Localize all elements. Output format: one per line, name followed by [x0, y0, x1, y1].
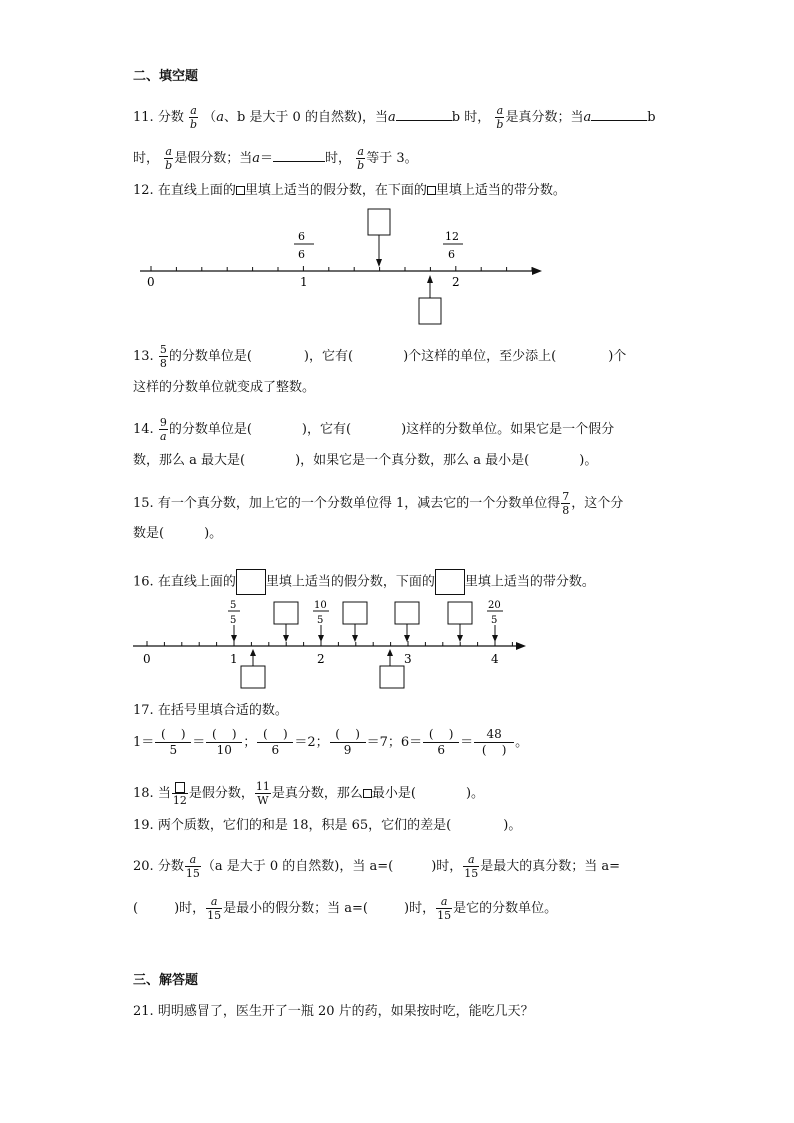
fraction-a-over-15: [436, 895, 452, 922]
denominator: 6: [271, 743, 280, 757]
fraction-a-over-b: [495, 104, 504, 131]
text: 的分数单位是(: [168, 349, 252, 364]
text: 时，: [325, 151, 352, 166]
arrow-head: [376, 259, 382, 267]
text: )时，: [431, 859, 463, 874]
question-number: 20.: [133, 859, 154, 874]
arrow-head: [427, 275, 433, 283]
text: 里填上适当的假分数，下面的: [265, 574, 435, 590]
denominator: 15: [207, 909, 222, 922]
text: 是假分数，: [188, 786, 254, 801]
text: 等于 3。: [366, 151, 418, 166]
text: b: [647, 110, 656, 125]
denominator: 15: [464, 867, 479, 880]
question-number: 15.: [133, 496, 154, 511]
question-16: [133, 569, 595, 595]
fraction-11-over-w: [255, 780, 271, 807]
fraction-numerator: 20: [488, 600, 501, 611]
fraction-blank-over-6: [257, 727, 293, 758]
answer-box-top[interactable]: [368, 209, 390, 235]
denominator: 15: [185, 867, 200, 880]
answer-box-top-1[interactable]: [274, 602, 298, 642]
answer-blank[interactable]: [273, 149, 325, 162]
fraction-7-8: [561, 490, 570, 517]
fraction-48-over-blank: [474, 727, 514, 758]
text: )时，: [404, 901, 436, 916]
question-number: 14.: [133, 422, 154, 437]
text: )。: [465, 786, 485, 801]
text: 在直线上面的: [157, 183, 236, 198]
text: 是真分数；当: [505, 110, 584, 125]
numerator-blank[interactable]: ( ): [423, 727, 459, 743]
text: 明明感冒了，医生开了一瓶 20 片的药，如果按时吃，能吃几天？: [157, 1004, 534, 1019]
numerator: a: [206, 895, 222, 909]
text: 是真分数，那么: [271, 786, 363, 801]
question-number: 18.: [133, 786, 154, 801]
text: ＝: [259, 151, 273, 166]
tick-label-2: 2: [452, 275, 460, 289]
fraction-denominator: 6: [298, 248, 305, 261]
fraction-denominator: 5: [230, 615, 237, 626]
text: ＝2；: [294, 735, 329, 750]
answer-blank[interactable]: [591, 108, 647, 121]
text: (: [133, 901, 139, 916]
denominator: b: [165, 159, 173, 172]
text: 时，: [133, 151, 160, 166]
box-icon: [175, 782, 185, 793]
denominator: 5: [169, 743, 178, 757]
denominator: 12: [172, 794, 187, 807]
numerator: 7: [562, 490, 570, 503]
denominator: b: [357, 159, 365, 172]
denominator: b: [496, 118, 504, 131]
question-19: [133, 818, 521, 834]
answer-box-bottom[interactable]: [419, 298, 441, 324]
text: 。: [515, 735, 529, 750]
text: ；: [243, 735, 257, 750]
text: 是假分数；当: [174, 151, 253, 166]
fraction-blank-over-9: [330, 727, 366, 758]
text: )，它有(: [301, 422, 352, 437]
tick-label-4: 4: [491, 652, 499, 666]
numerator-blank[interactable]: ( ): [330, 727, 366, 743]
number-line-q16: [128, 595, 538, 693]
numerator: 9: [159, 416, 167, 429]
numerator: a: [185, 853, 201, 867]
question-number: 21.: [133, 1004, 154, 1019]
text: 在括号里填合适的数。: [157, 703, 288, 718]
question-12: [133, 183, 566, 199]
answer-box-top-4[interactable]: [448, 602, 472, 642]
fraction-9-a: [159, 416, 168, 443]
box-icon: [435, 569, 465, 595]
answer-box-bottom-1[interactable]: [241, 649, 265, 688]
text: 里填上适当的带分数。: [435, 183, 566, 198]
answer-box-top-2[interactable]: [343, 602, 367, 642]
answer-box-bottom-2[interactable]: [380, 649, 404, 688]
question-17-equations: [133, 727, 528, 758]
text: 的分数单位是(: [168, 422, 252, 437]
text: ＝: [192, 735, 206, 750]
numerator: 48: [474, 727, 514, 743]
text: 是最大的真分数；当 a=: [480, 859, 621, 874]
text: （: [203, 110, 217, 125]
fraction-a-over-15: [463, 853, 479, 880]
variable: a: [252, 151, 260, 166]
text: )。: [579, 453, 598, 468]
numerator-box[interactable]: [172, 780, 188, 794]
text: )，它有(: [303, 349, 354, 364]
text: )，如果它是一个真分数，那么 a 最小是(: [295, 453, 530, 468]
fraction-a-over-15: [185, 853, 201, 880]
denominator: 10: [216, 743, 232, 757]
text: )个: [608, 349, 627, 364]
denominator: b: [189, 118, 198, 131]
numerator-blank[interactable]: ( ): [257, 727, 293, 743]
small-box-icon: [427, 186, 436, 195]
denominator-blank[interactable]: ( ): [481, 743, 507, 757]
numerator: a: [496, 104, 504, 117]
variable: a: [388, 110, 396, 125]
text: 最小是(: [371, 786, 416, 801]
tick-label-0: 0: [143, 652, 151, 666]
fraction-numerator: 10: [314, 600, 327, 611]
fraction-a-over-15: [206, 895, 222, 922]
denominator: a: [160, 430, 167, 443]
fraction-a-over-b: [164, 145, 173, 172]
question-17-title: [133, 703, 288, 719]
text: b 时，: [451, 110, 491, 125]
text: 1＝: [133, 735, 155, 750]
numerator: 11: [255, 780, 270, 793]
text: ＝7；6＝: [366, 735, 423, 750]
text: 当: [157, 786, 171, 801]
numerator-blank[interactable]: ( ): [206, 727, 242, 743]
small-box-icon: [236, 186, 245, 195]
question-number: 11.: [133, 110, 154, 125]
fraction-blank-over-6b: [423, 727, 459, 758]
numerator: a: [190, 104, 197, 117]
fraction-denominator: 6: [448, 248, 455, 261]
variable: a: [216, 110, 224, 125]
text: 是最小的假分数；当 a=(: [223, 901, 369, 916]
question-20-line-2: [133, 895, 557, 922]
tick-label-1: 1: [230, 652, 238, 666]
question-18: [133, 780, 484, 807]
arrow-head: [318, 635, 324, 642]
answer-box-top-3[interactable]: [395, 602, 419, 642]
question-11-line-1: [133, 104, 656, 131]
text: 数是(: [133, 526, 165, 541]
text: 里填上适当的带分数。: [464, 574, 595, 590]
tick-label-1: 1: [300, 275, 308, 289]
fraction-denominator: 5: [317, 615, 324, 626]
number-line-q12: [130, 205, 560, 330]
text: 分数: [157, 110, 184, 125]
text: )这样的分数单位。如果它是一个假分: [401, 422, 615, 437]
numerator-blank[interactable]: ( ): [155, 727, 191, 743]
text: （a 是大于 0 的自然数)，当 a=(: [201, 859, 394, 874]
arrow-head: [231, 635, 237, 642]
numerator: a: [165, 145, 172, 158]
text: ＝: [460, 735, 474, 750]
tick-marks: [147, 641, 512, 646]
question-20-line-1: [133, 853, 620, 880]
text: 是它的分数单位。: [453, 901, 558, 916]
section-heading-solve: 三、解答题: [133, 973, 199, 988]
text: 数，那么 a 最大是(: [133, 453, 246, 468]
question-15-line-1: [133, 490, 623, 517]
numerator: a: [436, 895, 452, 909]
denominator: 6: [437, 743, 445, 757]
section-heading-fill-in: 二、填空题: [133, 69, 199, 84]
question-21: [133, 1004, 534, 1020]
question-number: 17.: [133, 703, 154, 718]
text: )个这样的单位，至少添上(: [403, 349, 557, 364]
number-line-axis: [133, 642, 526, 650]
tick-label-2: 2: [317, 652, 325, 666]
fraction-5-8: [159, 343, 168, 370]
question-number: 16.: [133, 574, 154, 590]
tick-marks: [151, 266, 532, 271]
text: 、b 是大于 0 的自然数)，当: [223, 110, 389, 125]
tick-label-3: 3: [404, 652, 412, 666]
question-13-line-1: [133, 343, 626, 370]
text: 在直线上面的: [157, 574, 236, 590]
question-11-line-2: [133, 145, 418, 172]
text: 里填上适当的假分数，在下面的: [244, 183, 427, 198]
numerator: a: [463, 853, 479, 867]
tick-label-0: 0: [147, 275, 155, 289]
denominator: 15: [437, 909, 452, 922]
question-14-line-1: [133, 416, 614, 443]
text: 两个质数，它们的和是 18，积是 65，它们的差是(: [157, 818, 452, 833]
fraction-numerator: 12: [445, 230, 459, 243]
variable: a: [583, 110, 592, 125]
box-icon: [236, 569, 266, 595]
question-15-line-2: [133, 526, 222, 542]
text: )时，: [174, 901, 206, 916]
text: 分数: [157, 859, 184, 874]
fraction-denominator: 5: [491, 615, 498, 626]
numerator: a: [357, 145, 364, 158]
question-13-line-2: 这样的分数单位就变成了整数。: [133, 380, 316, 395]
denominator: 8: [562, 504, 570, 517]
fraction-numerator: 5: [230, 600, 237, 611]
answer-blank[interactable]: [396, 108, 452, 121]
question-number: 19.: [133, 818, 154, 833]
text: 有一个真分数，加上它的一个分数单位得 1，减去它的一个分数单位得: [157, 496, 561, 511]
fraction-blank-over-5: [155, 727, 191, 758]
question-number: 13.: [133, 349, 154, 364]
fraction-numerator: 6: [298, 230, 305, 243]
text: )。: [503, 818, 522, 833]
denominator: W: [257, 794, 269, 807]
fraction-a-over-b: [189, 104, 198, 131]
fraction-a-over-b: [356, 145, 365, 172]
fraction-box-over-12: [172, 780, 188, 807]
text: )。: [204, 526, 223, 541]
fraction-blank-over-10: [206, 727, 242, 758]
denominator: 8: [159, 357, 167, 370]
numerator: 5: [159, 343, 167, 356]
small-box-icon: [363, 789, 372, 798]
arrow-head: [492, 635, 498, 642]
text: ，这个分: [571, 496, 624, 511]
question-number: 12.: [133, 183, 154, 198]
denominator: 9: [343, 743, 352, 757]
question-14-line-2: [133, 453, 597, 469]
